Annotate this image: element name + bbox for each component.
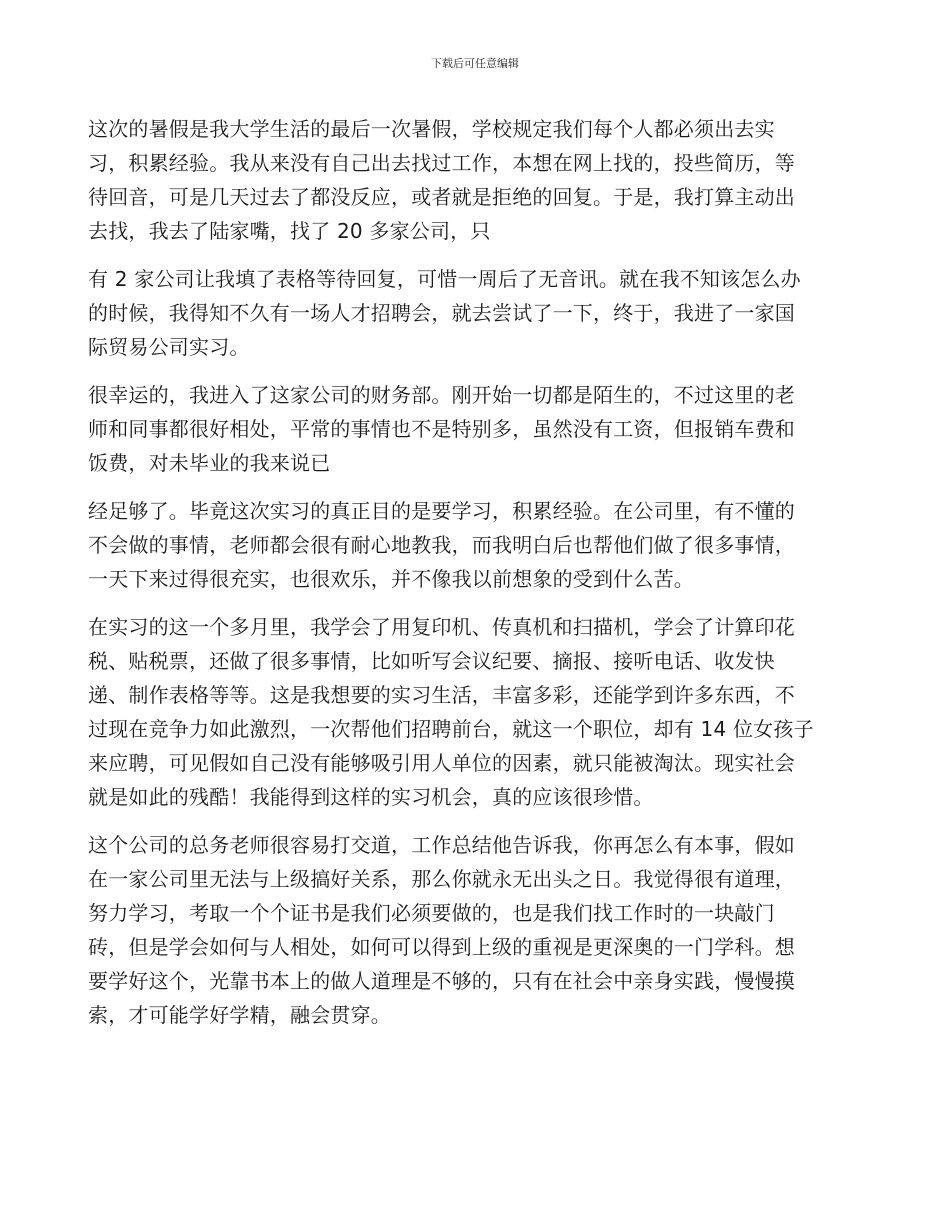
- text-line: 这次的暑假是我大学生活的最后一次暑假，学校规定我们每个人都必须出去实: [88, 117, 775, 141]
- text-line: 就是如此的残酷！我能得到这样的实习机会，真的应该很珍惜。: [88, 785, 654, 809]
- document-body: [88, 112, 864, 1046]
- paragraph-1: [88, 112, 864, 248]
- text-line: 索，才可能学好学精，融会贯穿。: [88, 1003, 391, 1027]
- text-line: 这个公司的总务老师很容易打交道，工作总结他告诉我，你再怎么有本事，假如: [88, 833, 795, 857]
- paragraph-3: [88, 378, 864, 480]
- text-line: 待回音，可是几天过去了都没反应，或者就是拒绝的回复。于是，我打算主动出: [88, 185, 795, 209]
- text-line: 一天下来过得很充实，也很欢乐，并不像我以前想象的受到什么苦。: [88, 567, 694, 591]
- text-line: 的时候，我得知不久有一场人才招聘会，就去尝试了一下，终于，我进了一家国: [88, 301, 795, 325]
- text-line: 有 2 家公司让我填了表格等待回复，可惜一周后了无音讯。就在我不知该怎么办: [88, 267, 801, 291]
- text-line: 递、制作表格等等。这是我想要的实习生活，丰富多彩，还能学到许多东西，不: [88, 683, 795, 707]
- text-line: 习，积累经验。我从来没有自己出去找过工作，本想在网上找的，投些简历，等: [88, 151, 795, 175]
- text-line: 来应聘，可见假如自己没有能够吸引用人单位的因素，就只能被淘汰。现实社会: [88, 751, 795, 775]
- text-line: 努力学习，考取一个个证书是我们必须要做的，也是我们找工作时的一块敲门: [88, 901, 775, 925]
- text-line: 饭费，对未毕业的我来说已: [88, 451, 331, 475]
- text-line: 去找，我去了陆家嘴，找了 20 多家公司，只: [88, 219, 491, 243]
- paragraph-6: [88, 828, 864, 1032]
- paragraph-4: [88, 494, 864, 596]
- text-line: 不会做的事情，老师都会很有耐心地教我，而我明白后也帮他们做了很多事情，: [88, 533, 795, 557]
- text-line: 经足够了。毕竟这次实习的真正目的是要学习，积累经验。在公司里，有不懂的: [88, 499, 795, 523]
- text-line: 砖，但是学会如何与人相处，如何可以得到上级的重视是更深奥的一门学科。想: [88, 935, 795, 959]
- text-line: 师和同事都很好相处，平常的事情也不是特别多，虽然没有工资，但报销车费和: [88, 417, 795, 441]
- text-line: 过现在竞争力如此激烈，一次帮他们招聘前台，就这一个职位，却有 14 位女孩子: [88, 717, 814, 741]
- page-header: 下载后可任意编辑: [431, 57, 519, 70]
- paragraph-2: [88, 262, 864, 364]
- paragraph-5: [88, 610, 864, 814]
- text-line: 在一家公司里无法与上级搞好关系，那么你就永无出头之日。我觉得很有道理，: [88, 867, 795, 891]
- text-line: 在实习的这一个多月里，我学会了用复印机、传真机和扫描机，学会了计算印花: [88, 615, 795, 639]
- text-line: 很幸运的，我进入了这家公司的财务部。刚开始一切都是陌生的，不过这里的老: [88, 383, 795, 407]
- text-line: 要学好这个，光靠书本上的做人道理是不够的，只有在社会中亲身实践，慢慢摸: [88, 969, 795, 993]
- text-line: 际贸易公司实习。: [88, 335, 250, 359]
- text-line: 税、贴税票，还做了很多事情，比如听写会议纪要、摘报、接听电话、收发快: [88, 649, 775, 673]
